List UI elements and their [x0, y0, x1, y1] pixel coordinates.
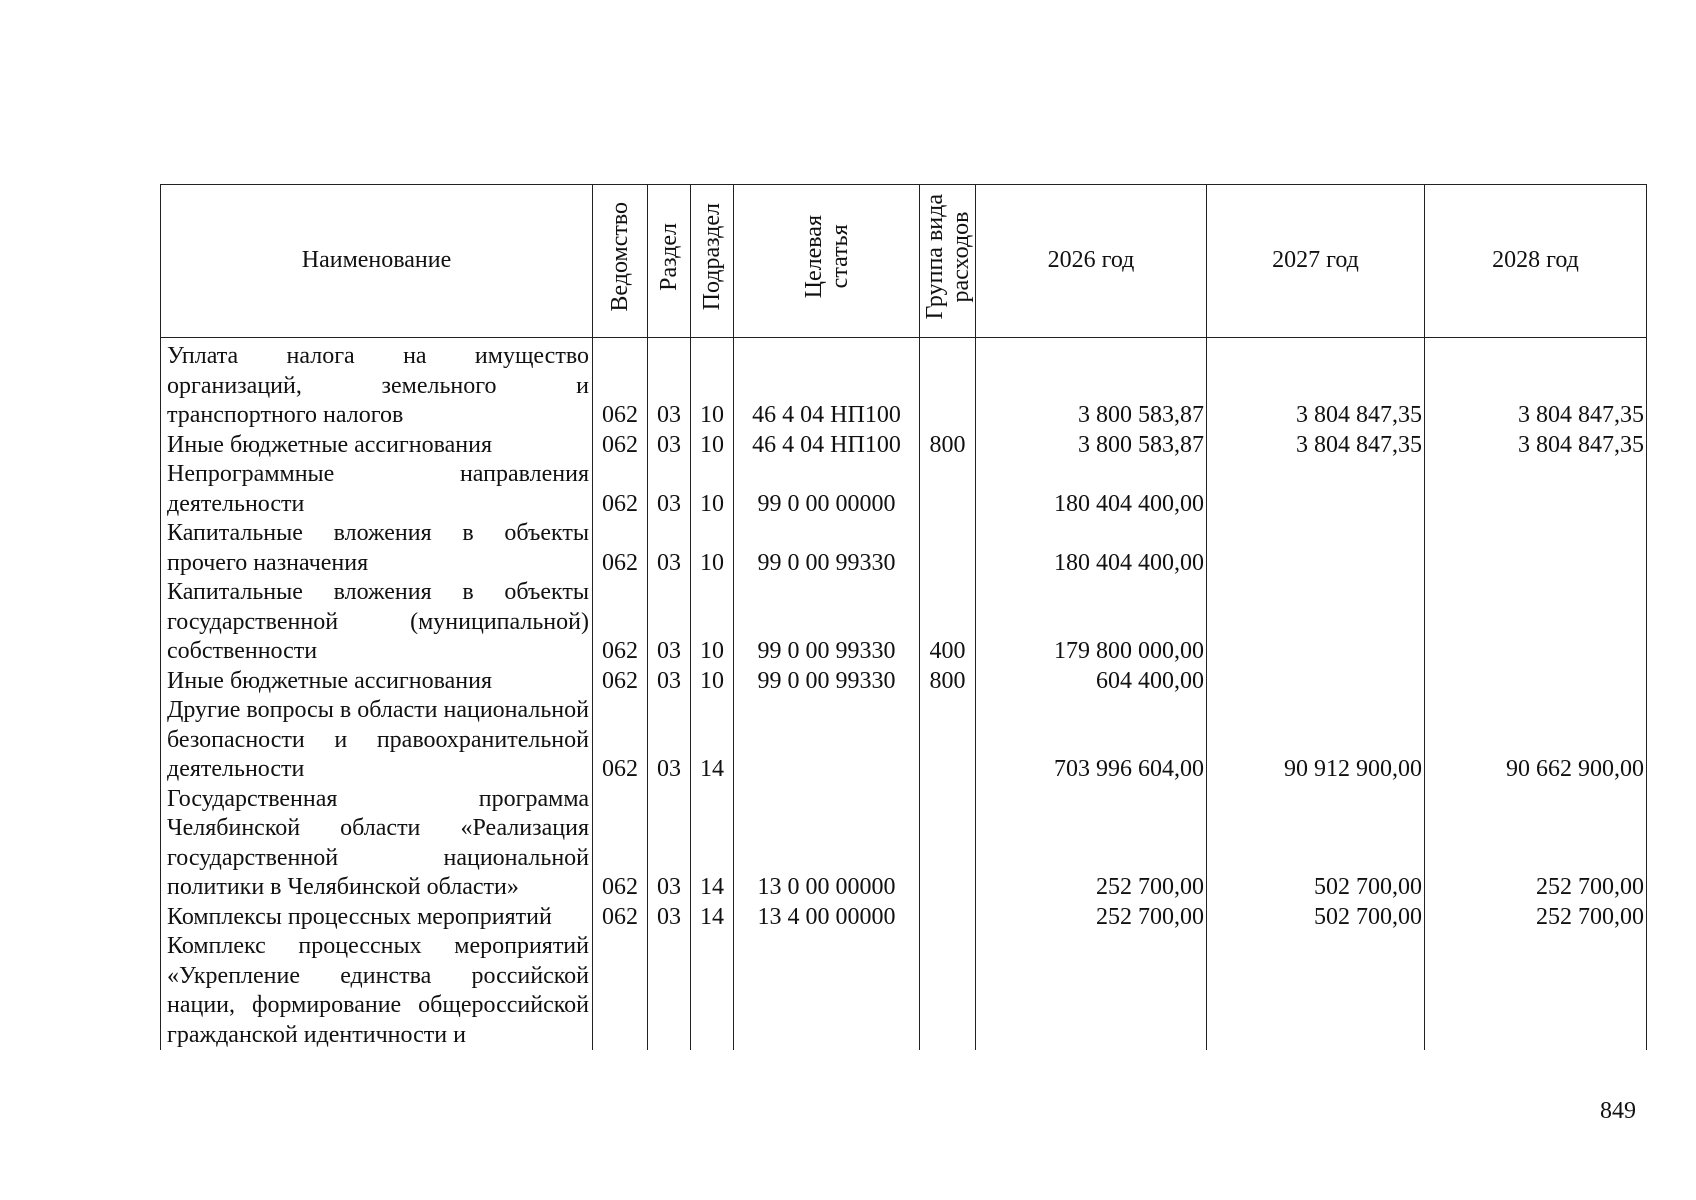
cell-celevaya-statya	[734, 696, 920, 785]
header-year-2026-text: 2026 год	[1047, 247, 1135, 274]
header-celevaya-line1: Целевая	[800, 215, 827, 299]
cell-name: Капитальные вложения в объекты прочего назначения	[161, 519, 593, 578]
page-number: 849	[1600, 1098, 1636, 1124]
cell-gruppa	[920, 785, 976, 903]
cell-year-2026	[976, 932, 1207, 1050]
table-row	[161, 519, 1647, 578]
cell-celevaya-statya: 13 4 00 00000	[734, 903, 920, 933]
cell-celevaya-statya: 46 4 04 НП100	[734, 338, 920, 431]
cell-celevaya-statya: 99 0 00 99330	[734, 578, 920, 667]
table-row	[161, 578, 1647, 667]
cell-year-2028: 252 700,00	[1425, 903, 1647, 933]
cell-gruppa: 800	[920, 667, 976, 697]
cell-year-2026: 252 700,00	[976, 785, 1207, 903]
table-row	[161, 785, 1647, 903]
header-gruppa	[920, 185, 976, 338]
cell-year-2028	[1425, 932, 1647, 1050]
cell-podrazdel: 10	[691, 667, 734, 697]
cell-vedomstvo: 062	[593, 460, 648, 519]
cell-year-2027	[1207, 578, 1425, 667]
cell-vedomstvo: 062	[593, 519, 648, 578]
cell-name: Уплата налога на имущество организаций, земельного и транспортного налогов	[161, 338, 593, 431]
cell-year-2028: 252 700,00	[1425, 785, 1647, 903]
cell-year-2026: 179 800 000,00	[976, 578, 1207, 667]
cell-celevaya-statya: 46 4 04 НП100	[734, 431, 920, 461]
cell-year-2027: 90 912 900,00	[1207, 696, 1425, 785]
cell-vedomstvo: 062	[593, 338, 648, 431]
cell-vedomstvo: 062	[593, 785, 648, 903]
cell-celevaya-statya: 99 0 00 99330	[734, 667, 920, 697]
cell-celevaya-statya: 13 0 00 00000	[734, 785, 920, 903]
cell-year-2027	[1207, 519, 1425, 578]
cell-celevaya-statya: 99 0 00 99330	[734, 519, 920, 578]
cell-year-2028	[1425, 519, 1647, 578]
cell-name: Комплексы процессных мероприятий	[161, 903, 593, 933]
cell-celevaya-statya: 99 0 00 00000	[734, 460, 920, 519]
cell-vedomstvo: 062	[593, 696, 648, 785]
cell-podrazdel	[691, 932, 734, 1050]
cell-year-2028: 3 804 847,35	[1425, 338, 1647, 431]
cell-razdel: 03	[648, 460, 691, 519]
cell-year-2028: 3 804 847,35	[1425, 431, 1647, 461]
cell-podrazdel: 14	[691, 696, 734, 785]
cell-year-2027: 502 700,00	[1207, 903, 1425, 933]
cell-razdel: 03	[648, 903, 691, 933]
cell-name: Государственная программа Челябинской области «Реализация государственной национальной политики в Челябинской области»	[161, 785, 593, 903]
header-gruppa-line2: расходов	[947, 211, 974, 303]
header-gruppa-text	[922, 194, 974, 319]
cell-razdel: 03	[648, 785, 691, 903]
table-row	[161, 903, 1647, 933]
header-year-2028-text: 2028 год	[1492, 247, 1579, 274]
cell-year-2028	[1425, 460, 1647, 519]
cell-name: Иные бюджетные ассигнования	[161, 431, 593, 461]
header-podrazdel	[691, 185, 734, 338]
cell-name: Непрограммные направления деятельности	[161, 460, 593, 519]
table-row	[161, 338, 1647, 431]
header-gruppa-line1: Группа вида	[921, 194, 948, 320]
table-row	[161, 932, 1647, 1050]
cell-year-2027: 3 804 847,35	[1207, 338, 1425, 431]
cell-year-2027: 502 700,00	[1207, 785, 1425, 903]
header-celevaya	[734, 185, 920, 338]
cell-vedomstvo: 062	[593, 667, 648, 697]
cell-celevaya-statya	[734, 932, 920, 1050]
table-row	[161, 460, 1647, 519]
cell-razdel: 03	[648, 578, 691, 667]
cell-year-2026: 703 996 604,00	[976, 696, 1207, 785]
cell-vedomstvo: 062	[593, 578, 648, 667]
cell-gruppa: 400	[920, 578, 976, 667]
header-razdel-text: Раздел	[656, 222, 682, 291]
cell-year-2026: 180 404 400,00	[976, 460, 1207, 519]
header-name	[161, 185, 593, 338]
header-year-2028	[1425, 185, 1647, 338]
header-row	[161, 185, 1647, 338]
cell-vedomstvo	[593, 932, 648, 1050]
cell-vedomstvo: 062	[593, 431, 648, 461]
cell-gruppa	[920, 903, 976, 933]
cell-vedomstvo: 062	[593, 903, 648, 933]
header-name-text: Наименование	[301, 247, 452, 274]
table-row	[161, 696, 1647, 785]
cell-year-2026: 3 800 583,87	[976, 431, 1207, 461]
budget-table	[160, 184, 1647, 1050]
table-row	[161, 431, 1647, 461]
cell-podrazdel: 14	[691, 785, 734, 903]
cell-name: Иные бюджетные ассигнования	[161, 667, 593, 697]
cell-year-2027	[1207, 932, 1425, 1050]
cell-podrazdel: 10	[691, 338, 734, 431]
cell-gruppa	[920, 932, 976, 1050]
cell-gruppa	[920, 460, 976, 519]
header-year-2027-text: 2027 год	[1272, 247, 1359, 274]
cell-razdel: 03	[648, 519, 691, 578]
table-row	[161, 667, 1647, 697]
cell-name: Другие вопросы в области национальной безопасности и правоохранительной деятельности	[161, 696, 593, 785]
cell-podrazdel: 10	[691, 519, 734, 578]
cell-year-2026: 604 400,00	[976, 667, 1207, 697]
cell-year-2026: 252 700,00	[976, 903, 1207, 933]
cell-year-2027: 3 804 847,35	[1207, 431, 1425, 461]
header-celevaya-text	[801, 215, 853, 298]
cell-year-2028	[1425, 667, 1647, 697]
cell-gruppa	[920, 696, 976, 785]
cell-podrazdel: 14	[691, 903, 734, 933]
cell-year-2027	[1207, 460, 1425, 519]
cell-gruppa: 800	[920, 431, 976, 461]
cell-year-2026: 3 800 583,87	[976, 338, 1207, 431]
header-razdel	[648, 185, 691, 338]
cell-podrazdel: 10	[691, 431, 734, 461]
cell-podrazdel: 10	[691, 460, 734, 519]
cell-name: Комплекс процессных мероприятий «Укрепление единства российской нации, формирование общероссийской гражданской идентичности и	[161, 932, 593, 1050]
cell-razdel: 03	[648, 338, 691, 431]
table-body	[161, 338, 1647, 1051]
cell-razdel: 03	[648, 696, 691, 785]
cell-razdel: 03	[648, 431, 691, 461]
cell-year-2026: 180 404 400,00	[976, 519, 1207, 578]
cell-gruppa	[920, 519, 976, 578]
header-vedomstvo-text: Ведомство	[607, 201, 633, 312]
header-year-2027	[1207, 185, 1425, 338]
cell-name: Капитальные вложения в объекты государственной (муниципальной) собственности	[161, 578, 593, 667]
cell-razdel	[648, 932, 691, 1050]
header-celevaya-line2: статья	[826, 224, 853, 289]
header-vedomstvo	[593, 185, 648, 338]
cell-gruppa	[920, 338, 976, 431]
cell-year-2028: 90 662 900,00	[1425, 696, 1647, 785]
cell-razdel: 03	[648, 667, 691, 697]
cell-year-2027	[1207, 667, 1425, 697]
header-podrazdel-text: Подраздел	[699, 203, 725, 311]
cell-year-2028	[1425, 578, 1647, 667]
cell-podrazdel: 10	[691, 578, 734, 667]
header-year-2026	[976, 185, 1207, 338]
